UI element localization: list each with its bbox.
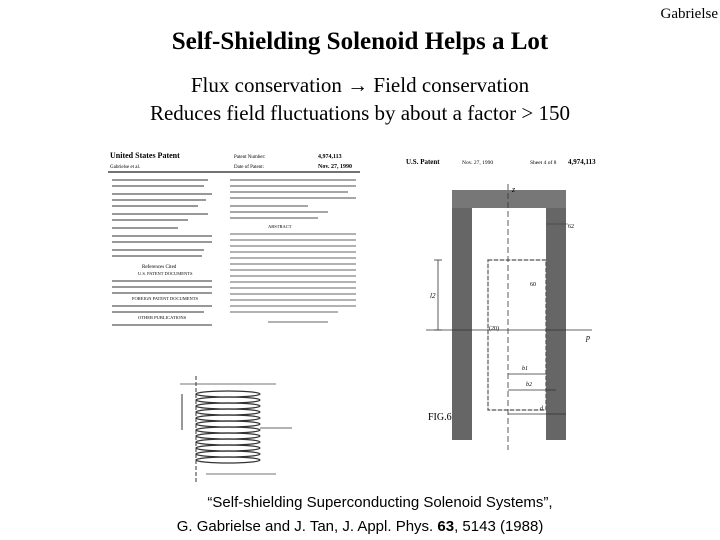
patent-number-label: Patent Number: [234,155,266,160]
coil-windings [196,391,260,463]
sheet-of: Sheet 4 of 8 [530,160,557,166]
figure-label: FIG.6 [428,412,452,423]
sheet-date: Nov. 27, 1990 [462,160,494,166]
svg-text:d: d [540,406,543,412]
patent-number: 4,974,113 [318,154,342,160]
field-text: Field conservation [373,73,530,97]
slide-title: Self-Shielding Solenoid Helps a Lot [171,28,549,55]
inner-coil-region [488,260,546,410]
other-pubs-heading: OTHER PUBLICATIONS [138,315,187,320]
arrow-right-icon: → [347,73,369,97]
svg-text:(20): (20) [489,326,499,332]
patent-office-label: United States Patent [110,151,180,160]
patent-front-page [108,150,360,336]
patent-inventor-line: Gabrielse et al. [110,165,141,170]
solenoid-coil-drawing [176,370,296,485]
svg-text:62: 62 [568,224,574,230]
svg-text:60: 60 [530,282,536,288]
citation-title: “Self-shielding Superconducting Solenoid Systems”, [207,494,553,511]
patent-figure-drawing [396,152,596,452]
citation-pages: , 5143 (1988) [454,518,544,535]
patent-date: Nov. 27, 1990 [318,164,353,170]
sheet-number: 4,974,113 [568,158,596,166]
citation-volume: 63 [437,518,455,535]
flux-text: Flux conservation [190,73,342,97]
subtitle-flux [0,73,720,98]
svg-text:b2: b2 [526,382,532,388]
author-name: Gabrielse [660,6,718,22]
citation-authors: G. Gabrielse and J. Tan, J. Appl. Phys. [176,518,438,535]
foreign-docs-heading: FOREIGN PATENT DOCUMENTS [132,296,199,301]
abstract-heading: ABSTRACT [268,224,292,229]
svg-text:z: z [512,185,516,194]
patent-date-label: Date of Patent: [234,165,264,170]
subtitle-reduction: Reduces field fluctuations by about a factor > 150 [149,101,571,125]
us-docs-heading: U.S. PATENT DOCUMENTS [138,271,193,276]
svg-text:l2: l2 [430,292,436,300]
sheet-header: U.S. Patent [406,158,440,166]
patent-right-column [230,180,356,218]
svg-text:p: p [586,333,590,342]
svg-text:b1: b1 [522,366,528,372]
refs-heading: References Cited [142,265,177,270]
patent-left-column [112,180,212,256]
citation-reference [0,516,720,538]
